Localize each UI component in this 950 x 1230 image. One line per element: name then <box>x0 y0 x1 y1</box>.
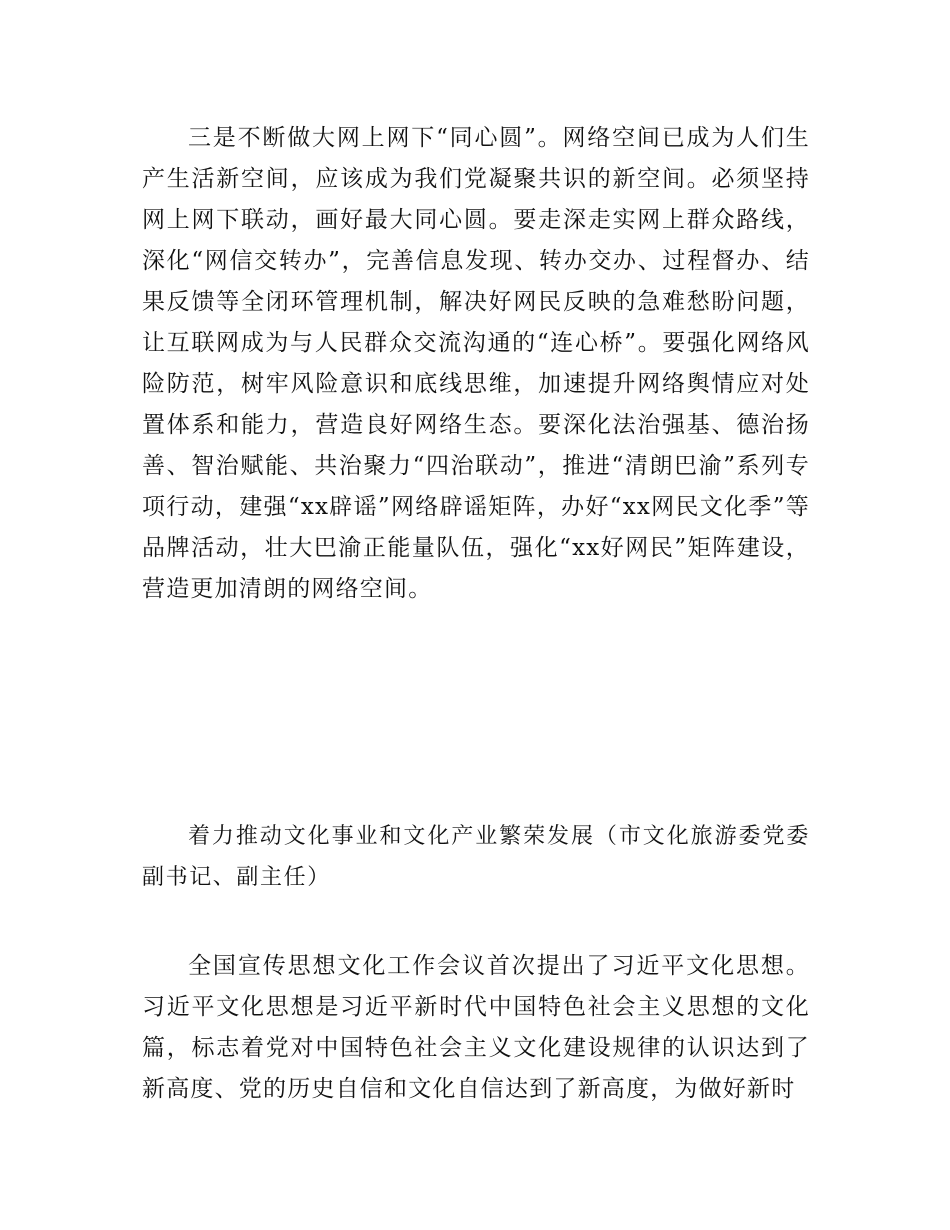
body-paragraph-culture-thought: 全国宣传思想文化工作会议首次提出了习近平文化思想。习近平文化思想是习近平新时代中国特色社会主义思想的文化篇，标志着党对中国特色社会主义文化建设规律的认识达到了新高度、党的历史自信和文化自信达到了新高度，为做好新时 <box>142 953 810 1102</box>
section-heading: 着力推动文化事业和文化产业繁荣发展（市文化旅游委党委副书记、副主任） <box>142 824 810 890</box>
body-paragraph-network-space: 三是不断做大网上网下“同心圆”。网络空间已成为人们生产生活新空间，应该成为我们党凝聚共识的新空间。必须坚持网上网下联动，画好最大同心圆。要走深走实网上群众路线，深化“网信交转办”，完善信息发现、转办交办、过程督办、结果反馈等全闭环管理机制，解决好网民反映的急难愁盼问题，让互联网成为与人民群众交流沟通的“连心桥”。要强化网络风险防范，树牢风险意识和底线思维，加速提升网络舆情应对处置体系和能力，营造良好网络生态。要深化法治强基、德治扬善、智治赋能、共治聚力“四治联动”，推进“清朗巴渝”系列专项行动，建强“xx辟谣”网络辟谣矩阵，办好“xx网民文化季”等品牌活动，壮大巴渝正能量队伍，强化“xx好网民”矩阵建设，营造更加清朗的网络空间。 <box>142 125 810 602</box>
